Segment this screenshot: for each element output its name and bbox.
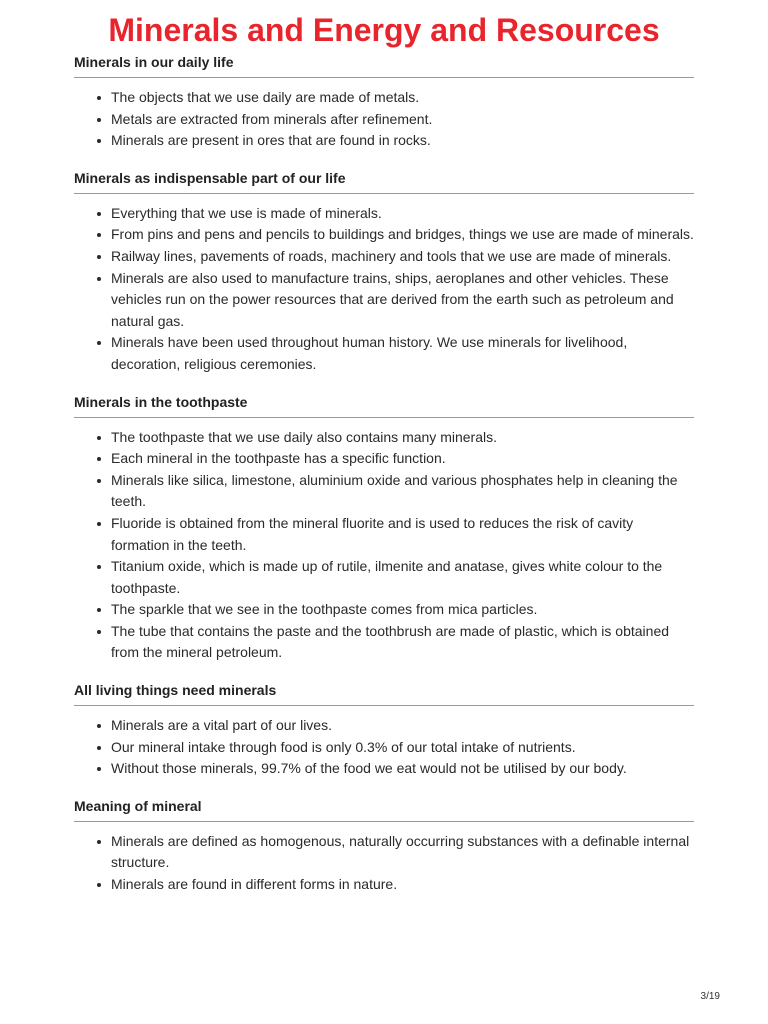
list-item-text: Our mineral intake through food is only 0.3% of our total intake of nutrients.: [111, 738, 576, 755]
bullet-icon: [97, 767, 101, 771]
bullet-list: [74, 427, 694, 665]
bullet-icon: [97, 479, 101, 483]
section-heading: All living things need minerals: [74, 681, 694, 706]
bullet-icon: [97, 212, 101, 216]
bullet-icon: [97, 96, 101, 100]
list-item-text: The sparkle that we see in the toothpaste comes from mica particles.: [111, 601, 538, 618]
page-number: 3/19: [700, 991, 720, 1002]
list-item: [74, 448, 694, 470]
list-item: [74, 599, 694, 621]
bullet-icon: [97, 724, 101, 728]
list-item: [74, 874, 694, 896]
bullet-icon: [97, 840, 101, 844]
section: [74, 681, 694, 780]
list-item: [74, 427, 694, 449]
section-heading: Meaning of mineral: [74, 797, 694, 822]
list-item: [74, 130, 694, 152]
list-item: [74, 246, 694, 268]
list-item: [74, 758, 694, 780]
bullet-list: [74, 87, 694, 152]
list-item-text: Each mineral in the toothpaste has a specific function.: [111, 450, 446, 467]
section-heading: Minerals as indispensable part of our life: [74, 169, 694, 194]
page-title: Minerals and Energy and Resources: [108, 12, 660, 48]
bullet-list: [74, 203, 694, 376]
list-item: [74, 556, 694, 599]
bullet-icon: [97, 522, 101, 526]
list-item-text: The objects that we use daily are made of metals.: [111, 89, 420, 105]
list-item-text: Without those minerals, 99.7% of the food we eat would not be utilised by our body.: [111, 760, 627, 777]
bullet-icon: [97, 139, 101, 143]
list-item-text: The tube that contains the paste and the toothbrush are made of plastic, which is obtained from the mineral petroleum.: [111, 622, 670, 661]
list-item-text: Minerals are found in different forms in nature.: [111, 876, 398, 893]
bullet-icon: [97, 457, 101, 461]
bullet-icon: [97, 255, 101, 259]
bullet-icon: [97, 436, 101, 440]
list-item-text: Fluoride is obtained from the mineral fluorite and is used to reduces the risk of cavity formation in the teeth.: [111, 514, 634, 553]
document-body: [74, 53, 694, 913]
list-item-text: Minerals have been used throughout human history. We use minerals for livelihood, decoration, religious ceremonies.: [111, 334, 628, 372]
bullet-icon: [97, 883, 101, 887]
section-heading: Minerals in the toothpaste: [74, 393, 694, 418]
section: [74, 53, 694, 152]
list-item-text: Minerals are defined as homogenous, naturally occurring substances with a definable internal structure.: [111, 832, 690, 871]
list-item: [74, 203, 694, 225]
list-item: [74, 87, 694, 109]
list-item-text: From pins and pens and pencils to buildings and bridges, things we use are made of minerals.: [111, 226, 694, 243]
list-item-text: Everything that we use is made of minerals.: [111, 204, 382, 221]
bullet-icon: [97, 341, 101, 345]
bullet-icon: [97, 746, 101, 750]
list-item: [74, 715, 694, 737]
bullet-icon: [97, 608, 101, 612]
bullet-icon: [97, 565, 101, 569]
section: [74, 393, 694, 665]
bullet-list: [74, 715, 694, 780]
list-item: [74, 268, 694, 333]
list-item: [74, 470, 694, 513]
section-heading: Minerals in our daily life: [74, 53, 694, 78]
list-item: [74, 332, 694, 375]
bullet-icon: [97, 118, 101, 122]
section: [74, 169, 694, 376]
bullet-icon: [97, 277, 101, 281]
list-item: [74, 621, 694, 664]
bullet-list: [74, 831, 694, 896]
list-item: [74, 737, 694, 759]
list-item-text: Titanium oxide, which is made up of rutile, ilmenite and anatase, gives white colour to the toothpaste.: [111, 558, 663, 596]
list-item-text: Railway lines, pavements of roads, machinery and tools that we use are made of minerals.: [111, 247, 672, 264]
list-item: [74, 109, 694, 131]
list-item-text: The toothpaste that we use daily also contains many minerals.: [111, 428, 497, 445]
list-item: [74, 831, 694, 874]
list-item-text: Minerals are also used to manufacture trains, ships, aeroplanes and other vehicles. These vehicles run on the power resources that are derived from the earth such as petroleum and natural gas.: [111, 269, 674, 329]
list-item: [74, 513, 694, 556]
list-item-text: Minerals are a vital part of our lives.: [111, 717, 332, 734]
list-item-text: Metals are extracted from minerals after refinement.: [111, 110, 433, 127]
list-item-text: Minerals like silica, limestone, aluminium oxide and various phosphates help in cleaning the teeth.: [111, 471, 678, 510]
bullet-icon: [97, 233, 101, 237]
list-item: [74, 224, 694, 246]
list-item-text: Minerals are present in ores that are found in rocks.: [111, 132, 431, 149]
bullet-icon: [97, 630, 101, 634]
section: [74, 797, 694, 896]
